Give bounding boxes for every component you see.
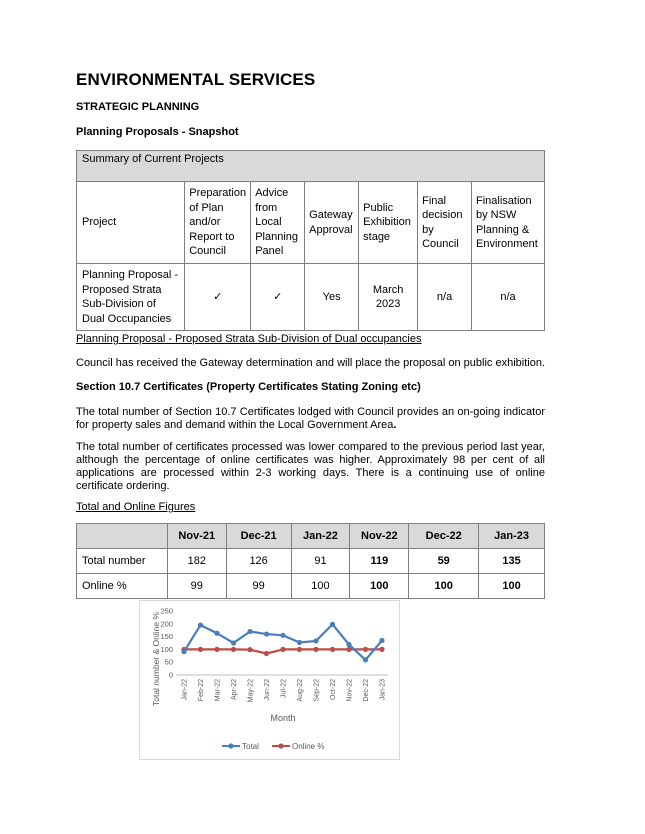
proposal-heading: Planning Proposal - Proposed Strata Sub-Division of Dual occupancies (76, 333, 422, 345)
header-line: Finalisation (476, 194, 532, 207)
header-line: by (422, 223, 434, 236)
legend-label: Total (242, 742, 259, 751)
column-header: Nov-22 (350, 524, 409, 549)
projects-table-header (77, 182, 545, 264)
x-tick-label: Jun-22 (264, 679, 271, 701)
x-tick-label: Feb-22 (198, 679, 205, 702)
header-line: Advice (255, 187, 289, 200)
data-point (379, 638, 384, 643)
certificates-paragraph-2: The total number of certificates processed was lower compared to the previous period last year, although the percentage of online certificates was higher. Approximately 98 per cent of all applications are processed within 2-3 working days. There is a continuing use of online certificate ordering. (76, 441, 545, 492)
header-advice (251, 182, 305, 264)
header-line: of Plan (189, 201, 224, 214)
data-point (363, 657, 368, 662)
table-cell: 100 (479, 574, 545, 599)
table-cell: 135 (479, 549, 545, 574)
header-line: and/or (189, 216, 221, 229)
header-blank (77, 524, 168, 549)
header-line: Preparation (189, 187, 247, 200)
data-point (198, 622, 203, 627)
data-point (247, 629, 252, 634)
header-line: by NSW (476, 209, 517, 221)
table-cell: 100 (291, 574, 350, 599)
table-cell: 99 (167, 574, 226, 599)
row-finalisation: n/a (472, 264, 545, 331)
data-point (363, 647, 368, 652)
cell-line: 2023 (375, 298, 401, 310)
x-tick-label: Nov-22 (346, 679, 354, 702)
x-tick-label: Jul-22 (280, 679, 288, 699)
data-point (280, 647, 285, 652)
header-line: Planning (255, 230, 299, 243)
header-line: Environment (476, 238, 538, 250)
figures-table-header (77, 524, 545, 549)
cell-line: Sub-Division of (82, 298, 156, 310)
x-tick-label: Jan-23 (379, 679, 387, 701)
header-line: Exhibition (363, 216, 411, 229)
table-cell: 119 (350, 549, 409, 574)
section-heading: STRATEGIC PLANNING (76, 101, 200, 113)
x-tick-label: Aug-22 (297, 679, 304, 702)
cell-line: Planning Proposal - (82, 269, 179, 281)
x-tick-label: Dec-22 (363, 679, 370, 702)
data-point (379, 647, 384, 652)
certificates-paragraph-1 (76, 406, 545, 432)
header-line: Council (189, 245, 226, 258)
y-axis-label: Total number & Online % (151, 611, 161, 707)
projects-table-caption: Summary of Current Projects (77, 151, 545, 182)
x-tick-label: Sep-22 (313, 679, 321, 702)
column-header: Jan-23 (479, 524, 545, 549)
certificates-paragraph-1-text: The total number of Section 10.7 Certificates lodged with Council provides an on-going indicator for property sales and demand within the Local Government Area (76, 406, 545, 431)
table-cell: 100 (409, 574, 479, 599)
header-line: Planning & (476, 223, 530, 236)
row-final-decision: n/a (418, 264, 472, 331)
certificates-paragraph-1-end: . (393, 419, 397, 431)
header-gateway (305, 182, 359, 264)
header-line: Approval (309, 223, 353, 236)
y-tick-label: 250 (160, 606, 173, 616)
table-cell: 91 (291, 549, 350, 574)
header-line: from (255, 201, 278, 214)
header-project: Project (77, 182, 185, 264)
data-point (264, 651, 269, 656)
header-line: decision (422, 209, 463, 221)
column-header: Nov-21 (167, 524, 226, 549)
header-finalisation (472, 182, 545, 264)
row-exhibition (359, 264, 418, 331)
figures-heading: Total and Online Figures (76, 501, 196, 513)
row-project (77, 264, 185, 331)
x-tick-label: Oct-22 (330, 679, 337, 701)
table-cell: 126 (226, 549, 291, 574)
y-tick-label: 100 (160, 644, 173, 654)
row-label: Total number (77, 549, 168, 574)
page-title: ENVIRONMENTAL SERVICES (76, 70, 316, 89)
legend-label: Online % (292, 742, 325, 751)
certificates-heading: Section 10.7 Certificates (Property Certificates Stating Zoning etc) (76, 381, 421, 393)
header-final-decision (418, 182, 472, 264)
chart-svg (140, 601, 399, 759)
data-point (231, 647, 236, 652)
data-point (214, 647, 219, 652)
data-point (297, 647, 302, 652)
table-row (77, 574, 545, 599)
header-line: Council (422, 238, 459, 250)
projects-table (76, 150, 545, 331)
data-point (313, 638, 318, 643)
x-tick-label: Mar-22 (214, 679, 222, 702)
data-point (181, 649, 186, 654)
y-tick-label: 50 (164, 657, 173, 667)
data-point (330, 647, 335, 652)
y-tick-label: 200 (160, 619, 173, 629)
column-header: Dec-21 (226, 524, 291, 549)
x-tick-label: May-22 (247, 679, 255, 703)
header-preparation (185, 182, 251, 264)
header-line: Final (422, 194, 446, 207)
data-point (346, 642, 351, 647)
cell-line: Proposed Strata (82, 283, 162, 296)
data-point (313, 647, 318, 652)
row-gateway: Yes (305, 264, 359, 331)
header-line: Gateway (309, 209, 353, 221)
legend-swatch-marker (228, 743, 233, 748)
table-row (77, 549, 545, 574)
proposal-text: Council has received the Gateway determination and will place the proposal on public exhibition. (76, 357, 545, 369)
data-point (297, 640, 302, 645)
column-header: Jan-22 (291, 524, 350, 549)
y-tick-label: 150 (160, 632, 173, 642)
row-label: Online % (77, 574, 168, 599)
table-cell: 59 (409, 549, 479, 574)
table-cell: 182 (167, 549, 226, 574)
row-preparation-check-icon: ✓ (185, 264, 251, 331)
table-cell: 100 (350, 574, 409, 599)
series-line (184, 624, 382, 660)
subsection-heading: Planning Proposals - Snapshot (76, 126, 239, 138)
table-row (77, 264, 545, 331)
column-header: Dec-22 (409, 524, 479, 549)
figures-table (76, 523, 545, 599)
table-cell: 99 (226, 574, 291, 599)
data-point (264, 631, 269, 636)
data-point (231, 640, 236, 645)
data-point (198, 647, 203, 652)
header-line: Panel (255, 245, 284, 258)
y-tick-label: 0 (168, 670, 173, 680)
header-line: Public (363, 201, 394, 214)
data-point (214, 631, 219, 636)
header-exhibition (359, 182, 418, 264)
header-line: Report to (189, 230, 235, 243)
data-point (330, 622, 335, 627)
x-axis-label: Month (270, 713, 296, 723)
header-line: Local (255, 216, 282, 229)
data-point (247, 647, 252, 652)
chart-container (139, 600, 400, 760)
legend-swatch-marker (278, 743, 283, 748)
cell-line: March (372, 283, 404, 296)
row-advice-check-icon: ✓ (251, 264, 305, 331)
header-line: stage (363, 230, 391, 243)
cell-line: Dual Occupancies (82, 312, 172, 325)
data-point (280, 633, 285, 638)
x-tick-label: Jan-22 (181, 679, 189, 701)
x-tick-label: Apr-22 (231, 679, 238, 701)
